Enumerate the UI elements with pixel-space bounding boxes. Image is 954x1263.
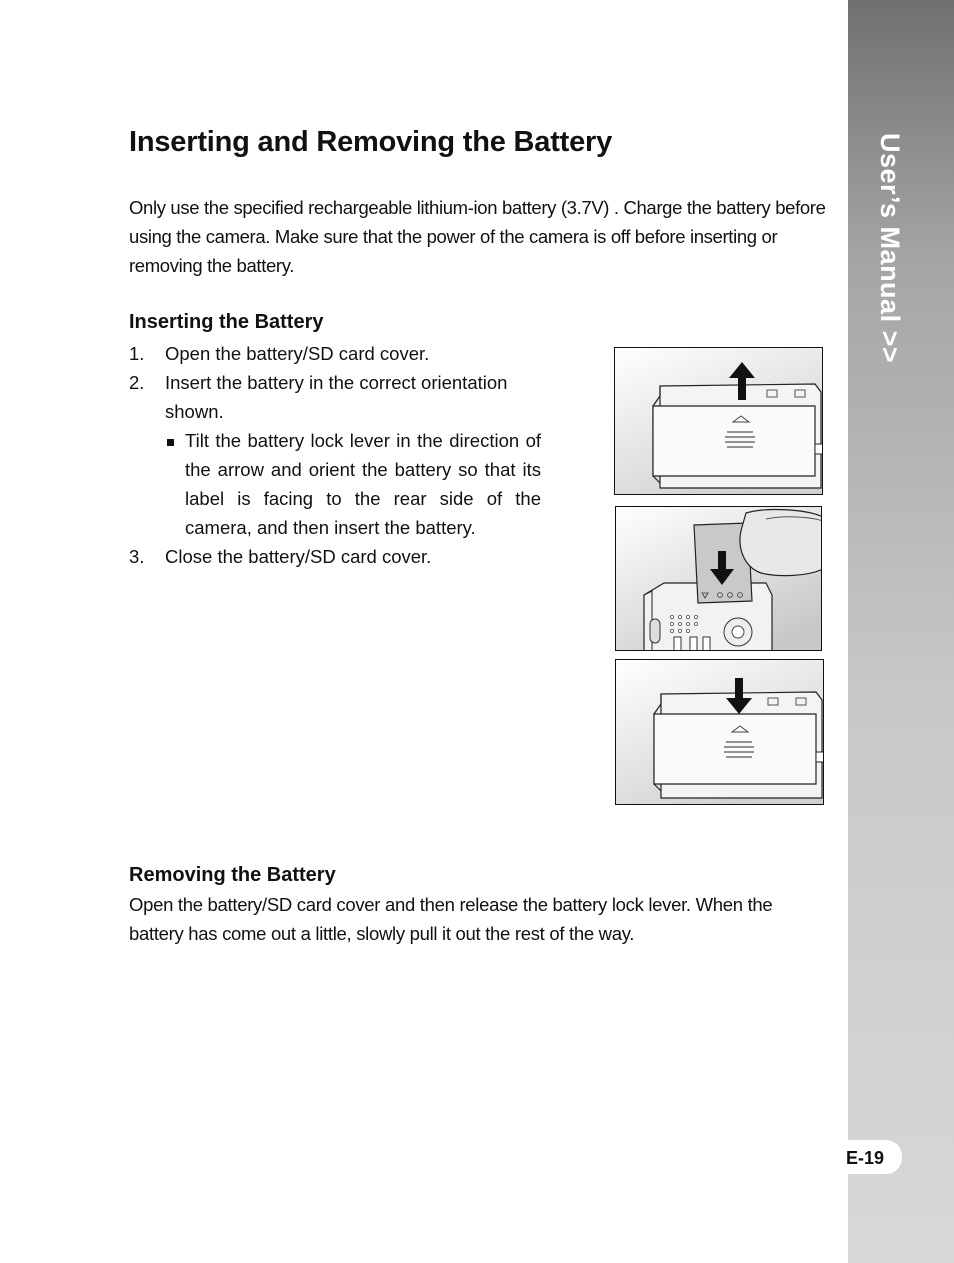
step-number: 2.	[129, 372, 145, 393]
step-text: Open the battery/SD card cover.	[165, 343, 430, 364]
battery-cover-close-illustration	[615, 659, 824, 805]
inserting-steps	[129, 339, 541, 571]
step-item	[129, 339, 541, 368]
step-number: 1.	[129, 343, 145, 364]
page-title: Inserting and Removing the Battery	[129, 126, 613, 158]
bullet-text: Tilt the battery lock lever in the direction of the arrow and orient the battery so that its label is facing to the rear side of the camera, and then insert the battery.	[185, 430, 541, 538]
inserting-heading: Inserting the Battery	[129, 311, 324, 333]
removing-heading: Removing the Battery	[129, 864, 336, 886]
battery-insert-illustration	[615, 506, 822, 651]
step-item	[129, 542, 541, 571]
step-item	[129, 368, 541, 426]
square-bullet-icon	[167, 439, 174, 446]
page-number: E-19	[838, 1140, 902, 1174]
step-text: Close the battery/SD card cover.	[165, 546, 432, 567]
removing-paragraph: Open the battery/SD card cover and then release the battery lock lever. When the battery has come out a little, slowly pull it out the rest of the way.	[129, 894, 773, 944]
step-number: 3.	[129, 546, 145, 567]
battery-cover-open-illustration	[614, 347, 823, 495]
step-text: Insert the battery in the correct orientation shown.	[165, 372, 508, 422]
bullet-item	[165, 426, 541, 542]
intro-paragraph: Only use the specified rechargeable lithium-ion battery (3.7V) . Charge the battery before using the camera. Make sure that the power of the camera is off before inserting or removing the battery.	[129, 197, 826, 276]
sidebar-title: User’s Manual >>	[875, 133, 905, 364]
